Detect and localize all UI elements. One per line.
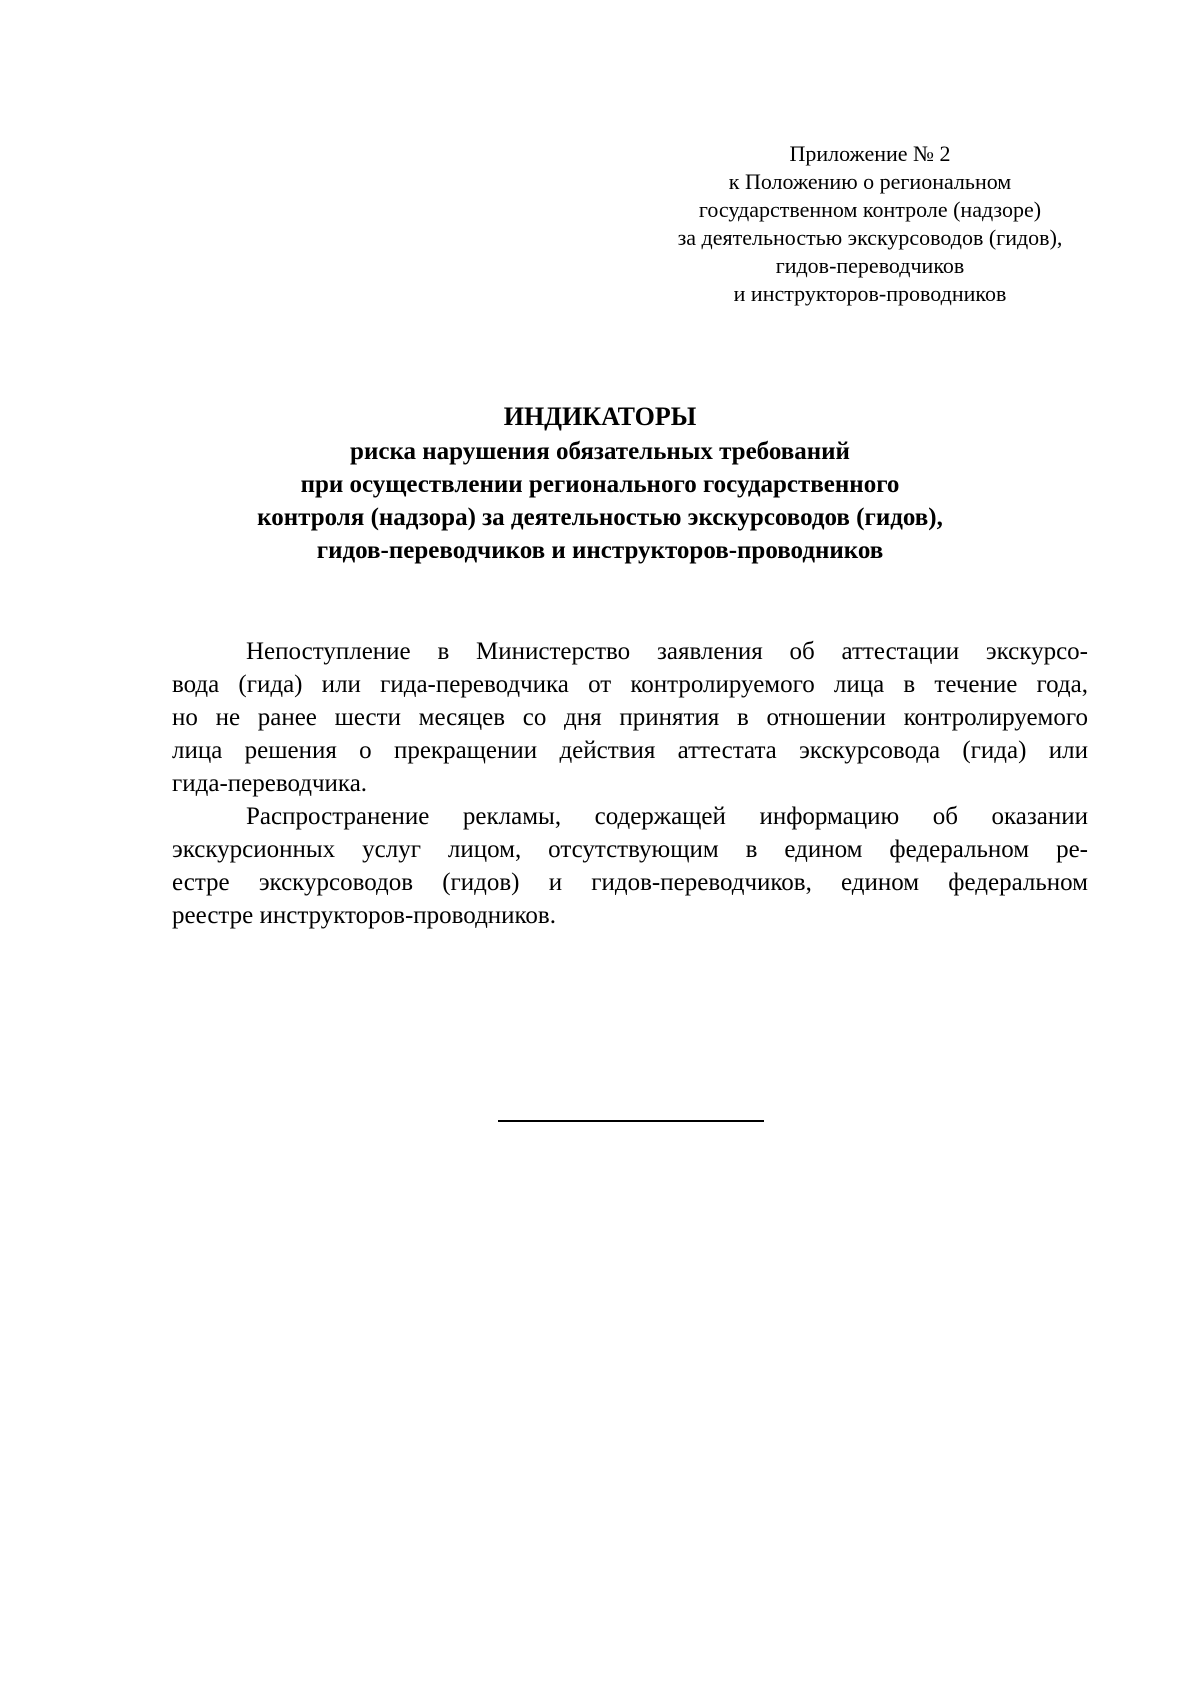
paragraph-1 <box>172 635 1088 800</box>
appendix-header <box>620 140 1120 308</box>
paragraph-2 <box>172 800 1088 932</box>
text-line: гида-переводчика. <box>172 770 368 797</box>
appendix-line: к Положению о региональном <box>728 169 1012 194</box>
appendix-line: гидов-переводчиков <box>775 253 965 278</box>
subtitle-line: при осуществлении регионального государственного <box>300 471 900 498</box>
appendix-line: государственном контроле (надзоре) <box>698 197 1042 222</box>
appendix-line: за деятельностью экскурсоводов (гидов), <box>677 225 1063 250</box>
appendix-line: и инструкторов-проводников <box>733 281 1007 306</box>
text-line: экскурсионных услуг лицом, отсутствующим в едином федеральном ре- <box>172 836 1088 863</box>
text-line: естре экскурсоводов (гидов) и гидов-переводчиков, едином федеральном <box>172 869 1088 896</box>
text-line: Непоступление в Министерство заявления об аттестации экскурсо- <box>246 638 1088 665</box>
document-title <box>150 400 1050 567</box>
text-line: лица решения о прекращении действия аттестата экскурсовода (гида) или <box>172 737 1088 764</box>
text-line: реестре инструкторов-проводников. <box>172 902 556 929</box>
body-text <box>172 635 1088 932</box>
appendix-line: Приложение № 2 <box>789 141 951 166</box>
subtitle-line: гидов-переводчиков и инструкторов-проводников <box>316 537 884 564</box>
text-line: вода (гида) или гида-переводчика от контролируемого лица в течение года, <box>172 671 1088 698</box>
text-line: но не ранее шести месяцев со дня принятия в отношении контролируемого <box>172 704 1088 731</box>
end-separator-line <box>498 1120 764 1122</box>
main-title: ИНДИКАТОРЫ <box>503 402 697 431</box>
subtitle-line: риска нарушения обязательных требований <box>350 438 850 465</box>
text-line: Распространение рекламы, содержащей информацию об оказании <box>246 803 1088 830</box>
subtitle-line: контроля (надзора) за деятельностью экскурсоводов (гидов), <box>257 504 943 531</box>
